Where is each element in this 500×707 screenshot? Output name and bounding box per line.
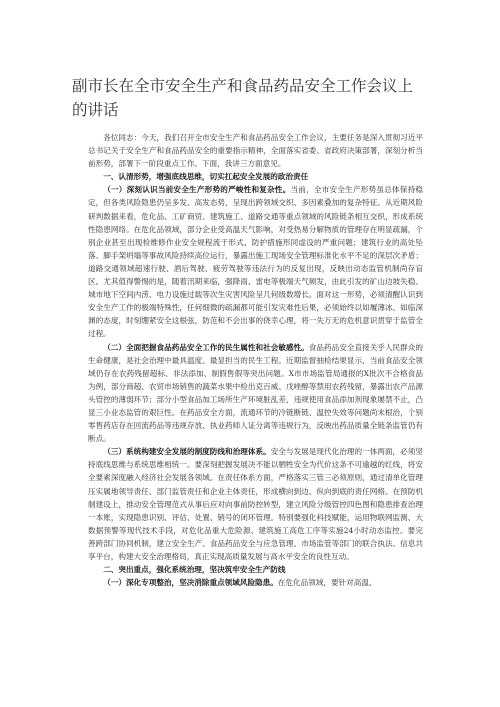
paragraph-1-3: （三）系统构建安全发展的制度防线和治理体系。安全与发展是现代化治理的一体两面，必须坚持底线思维与系统思维相统一。要深刻把握发展决不能以牺牲安全为代价这条不可逾越的红线，将安全要素深度融入经济社会发展各领域。在责任体系方面，严格落实三管三必须原则，通过清单化管理压实属地领导责任、部门监管责任和企业主体责任，形成横向到边、纵向到底的责任网格。在预防机制建设上，推动安全管理范式从事后应对向事前防控转型，建立风险分级管控四色图和隐患排查治理一本账，实现隐患识别、评估、处置、销号的闭环管理。特别要强化科技赋能，运用物联网监测、大数据预警等现代技术手段，对危化品重大危险源、建筑施工高危工序等实施24小时动态监控。要完善跨部门协同机制，建立安全生产、食品药品安全与应急管理、市场监管等部门的联合执法、信息共享平台，构建大安全治理格局，真正实现高质量发展与高水平安全的良性互动。 <box>88 447 423 561</box>
document-title <box>72 74 432 122</box>
title-line-1: 副市长在全市安全生产和食品药品安全工作会议上 <box>72 77 414 95</box>
paragraph-1-2: （二）全面把握食品药品安全工作的民生属性和社会敏感性。食品药品安全直接关乎人民群众的生命健康，是社会治理中最具温度、最显担当的民生工程。近期监督抽检结果显示，当前食品安全领域仍存在农药残留超标、非法添加、制假售假等突出问题。X市市场监管局通报的X批次不合格食品为例，部分商超、农贸市场销售的蔬菜水果中检出克百威、戊唑醇等禁用农药残留，暴露出农产品源头管控的薄弱环节；部分小型食品加工场所生产环境脏乱差，违规使用食品添加剂现象屡禁不止，凸显三小业态监管的艰巨性。在药品安全方面，流通环节的冷链断链、温控失效等问题尚未根治，个别零售药店存在回流药品等违规存放、执业药师人证分离等违规行为，反映出药品质量全链条监管仍有断点。 <box>88 342 424 444</box>
subheading-1-1: （一）深刻认识当前安全生产形势的严峻性和复杂性。 <box>103 185 291 195</box>
paragraph-1-1: （一）深刻认识当前安全生产形势的严峻性和复杂性。当前，全市安全生产形势虽总体保持稳定，但各类风险隐患仍呈多发、高发态势，呈现出跨领域交织、多因素叠加的复杂特征。从近期风险研判数据来看，危化品、工矿商贸、建筑施工、道路交通等重点领域的风险链条相互交织，形成系统性隐患网络。在危化品领域，部分企业受高温天气影响，对受热易分解物质的管理存在明显疏漏，个别企业甚至出现检维修作业安全规程流于形式、防护措施形同虚设的严重问题；建筑行业的高处坠落、脚手架坍塌等事故风险持续高位运行，暴露出施工现场安全管理标准化水平不足的深层次矛盾；道路交通领域超速行驶、酒后驾驶、疲劳驾驶等违法行为的反复出现，反映出动态监管机制尚存盲区。尤其值得警惕的是，随着汛期来临，强降雨、雷电等极端天气频发，由此引发的矿山边坡失稳、城市地下空间内涝、电力设施过载等次生灾害风险呈几何级数增长。面对这一形势，必须清醒认识到安全生产工作的极端特殊性，任何细微的疏漏都可能引发灾难性后果，必须始终以如履薄冰、如临深渊的态度，时刻绷紧安全这根弦，防范和不会出事的侥幸心理，将一失万无的危机意识贯穿于监管全过程。 <box>88 185 424 339</box>
subheading-1-2: （二）全面把握食品药品安全工作的民生属性和社会敏感性。 <box>103 342 309 352</box>
document-body <box>88 131 423 589</box>
subheading-2-1: （一）深化专项整治，坚决消除重点领域风险隐患。 <box>103 578 278 588</box>
section-heading-1: 一、认清形势，增强底线思维，切实扛起安全发展的政治责任 <box>103 172 309 182</box>
section-heading-2: 二、突出重点，强化系统治理，坚决筑牢安全生产防线 <box>103 565 286 575</box>
subheading-1-3: （三）系统构建安全发展的制度防线和治理体系。 <box>103 447 271 457</box>
paragraph-2-1: （一）深化专项整治，坚决消除重点领域风险隐患。在危化品领域，要针对高温、 <box>103 578 377 588</box>
paragraph-intro: 各位同志：今天，我们召开全市安全生产和食品药品安全工作会议，主要任务是深入贯彻习近平总书记关于安全生产和食品药品安全的重要指示精神，全面落实省委、省政府决策部署，深刻分析当前形势，部署下一阶段重点工作。下面，我讲三方面意见。 <box>88 133 423 169</box>
title-line-2: 的讲话 <box>72 101 119 119</box>
